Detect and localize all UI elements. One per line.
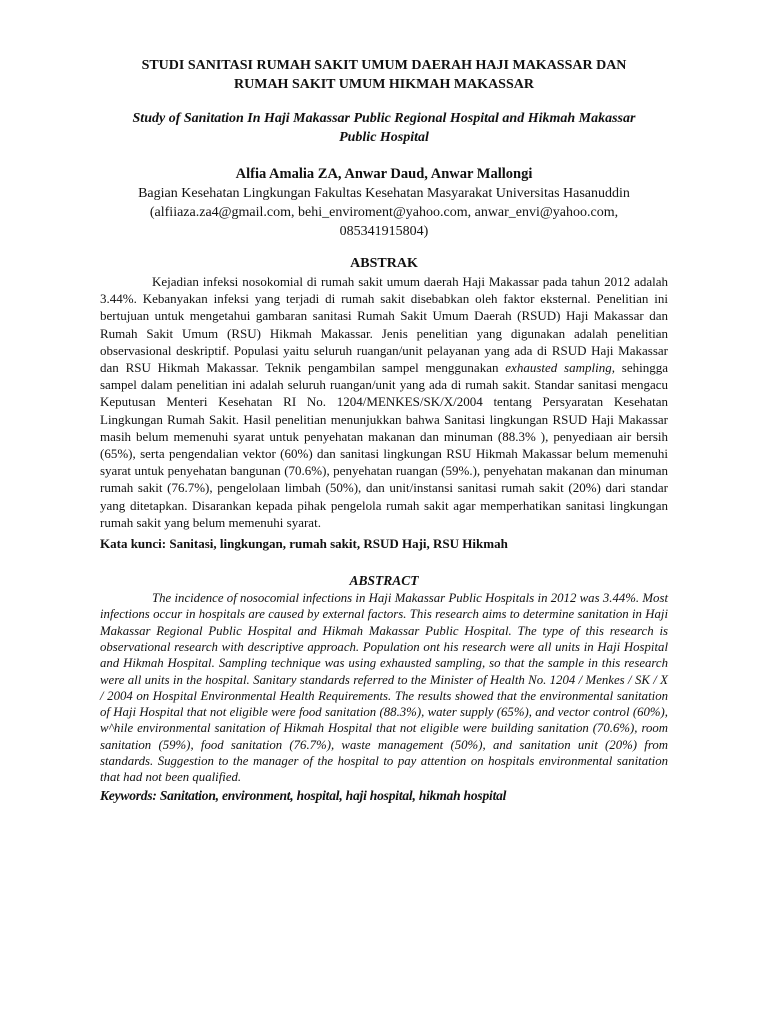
english-title-line-2: Public Hospital	[339, 130, 429, 145]
paper-title	[100, 56, 668, 94]
keywords: Keywords: Sanitation, environment, hospital, haji hospital, hikmah hospital	[100, 787, 507, 803]
english-title-line-1: Study of Sanitation In Haji Makassar Public Regional Hospital and Hikmah Makassar	[132, 111, 636, 126]
title-line-2: RUMAH SAKIT UMUM HIKMAH MAKASSAR	[234, 77, 534, 92]
abstrak-body-part-2: sehingga sampel dalam penelitian ini adalah seluruh ruangan/unit yang ada di rumah sakit. Standar sanitasi mengacu Keputusan Menteri Kesehatan RI No. 1204/MENKES/SK/X/2004 tentang Persyaratan Kesehatan Lingkungan Rumah Sakit. Hasil penelitian menunjukkan bahwa Sanitasi lingkungan RSUD Haji Makassar masih belum memenuhi syarat untuk penyehatan makanan dan minuman (88.3% ), penyediaan air bersih (65%), serta pengendalian vektor (60%) dan sanitasi lingkungan RSU Hikmah Makassar belum memenuhi syarat untuk penyehatan bangunan (70.6%), penyehatan ruangan (59%.), penyehatan makanan dan minuman rumah sakit (76.7%), pengelolaan limbah (50%), dan unit/instansi sanitasi rumah sakit (20%) dari standar yang ditetapkan. Disarankan kepada pihak pengelola rumah sakit agar memperhatikan sanitasi lingkungan rumah sakit yang belum memenuhi syarat.	[100, 360, 668, 530]
abstract-heading: ABSTRACT	[349, 573, 419, 589]
affiliation-phone: 085341915804)	[339, 224, 429, 239]
title-line-1: STUDI SANITASI RUMAH SAKIT UMUM DAERAH HAJI MAKASSAR DAN	[141, 58, 627, 73]
kata-kunci: Kata kunci: Sanitasi, lingkungan, rumah sakit, RSUD Haji, RSU Hikmah	[100, 536, 508, 552]
affiliation	[100, 184, 668, 241]
english-title	[100, 109, 668, 147]
abstrak-heading: ABSTRAK	[350, 256, 418, 271]
affiliation-line-1: Bagian Kesehatan Lingkungan Fakultas Kesehatan Masyarakat Universitas Hasanuddin	[138, 186, 630, 201]
affiliation-contacts: (alfiiaza.za4@gmail.com, behi_enviroment@yahoo.com, anwar_envi@yahoo.com,	[149, 205, 619, 220]
abstrak-body	[100, 273, 668, 531]
abstrak-body-part-1: Kejadian infeksi nosokomial di rumah sakit umum daerah Haji Makassar pada tahun 2012 adalah 3.44%. Kebanyakan infeksi yang terjadi di rumah sakit disebabkan oleh faktor eksternal. Penelitian ini bertujuan untuk mengetahui gambaran sanitasi Rumah Sakit Umum Daerah (RSUD) Haji Makassar dan Rumah Sakit Umum (RSU) Hikmah Makassar. Jenis penelitian yang digunakan adalah penelitian observasional deskriptif. Populasi yaitu seluruh ruangan/unit pelayanan yang ada di RSUD Haji Makassar dan RSU Hikmah Makassar. Teknik pengambilan sampel menggunakan	[100, 274, 668, 376]
authors: Alfia Amalia ZA, Anwar Daud, Anwar Mallongi	[235, 166, 533, 182]
abstract-body: The incidence of nosocomial infections in Haji Makassar Public Hospitals in 2012 was 3.44%. Most infections occur in hospitals are caused by external factors. This research aims to determine sanitation in Haji Makassar Regional Public Hospital and Hikmah Makassar Public Hospital. The type of this research is observational research with descriptive approach. Population ont his research were all units in Haji Hospital and Hikmah Hospital. Sampling technique was using exhausted sampling, so that the sample in this research were all units in the hospital. Sanitary standards referred to the Minister of Health No. 1204 / Menkes / SK / X / 2004 on Hospital Environmental Health Requirements. The results showed that the environmental sanitation of Haji Hospital that not eligible were food sanitation (88.3%), water supply (65%), and vector control (60%), w^hile environmental sanitation of Hikmah Hospital that not eligible were building sanitation (70.6%), room sanitation (59%), food sanitation (76.7%), waste management (50%), and sanitation unit (20%) from standards. Suggestion to the manager of the hospital to pay attention on hospitals environmental sanitation that had not been qualified.	[100, 591, 668, 785]
abstrak-body-italic: exhausted sampling,	[505, 360, 615, 376]
